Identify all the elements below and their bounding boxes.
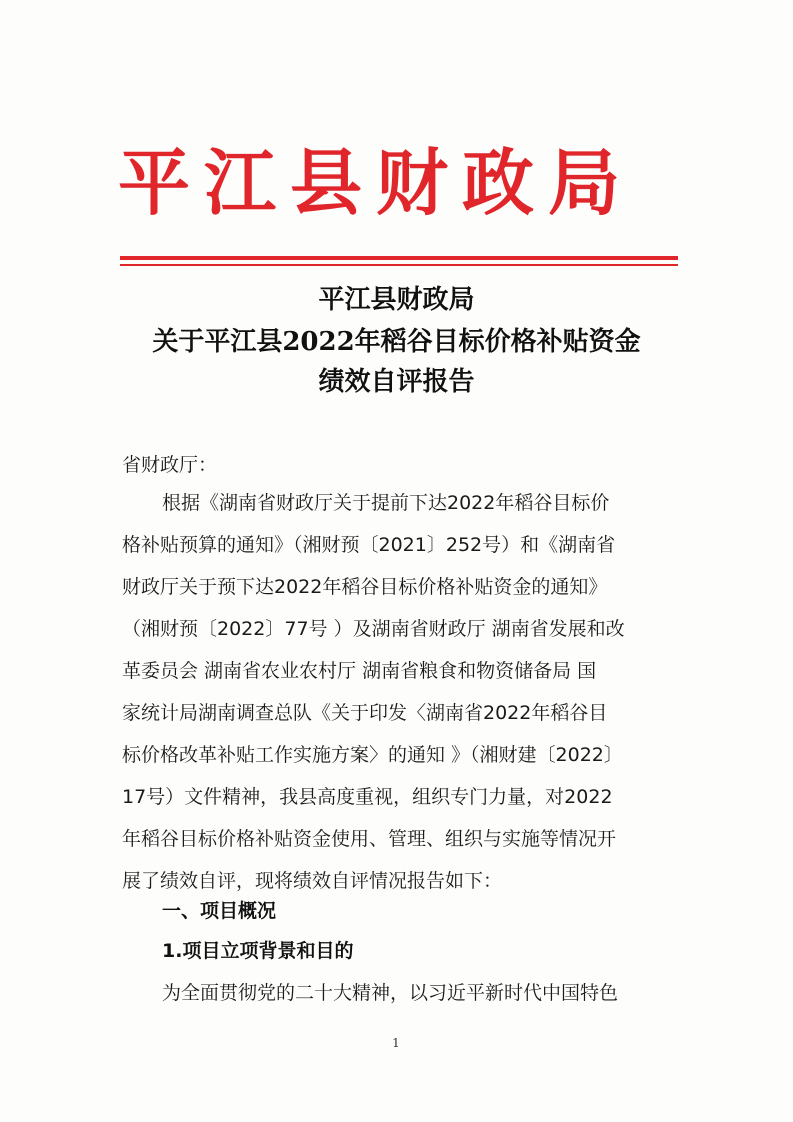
salutation: 省财政厅： (122, 454, 218, 476)
paragraph-1-line: （湘财预〔2022〕77号 ）及湖南省财政厅 湖南省发展和改 (122, 618, 625, 640)
paragraph-2-line: 为全面贯彻党的二十大精神，以习近平新时代中国特色 (162, 982, 619, 1004)
paragraph-1-line: 标价格改革补贴工作实施方案〉的通知 》（湘财建〔2022〕 (122, 744, 623, 766)
doc-title-line-3: 绩效自评报告 (318, 367, 475, 397)
page-number: 1 (392, 1036, 400, 1050)
paragraph-1-line: 根据《湖南省财政厅关于提前下达2022年稻谷目标价 (162, 492, 610, 514)
paragraph-1-line: 家统计局湖南调查总队《关于印发〈湖南省2022年稻谷目 (122, 702, 608, 724)
paragraph-1-line: 格补贴预算的通知》（湘财预〔2021〕252号）和《湖南省 (122, 534, 616, 556)
doc-title-line-1: 平江县财政局 (318, 285, 475, 315)
subsection-heading-1: 1.项目立项背景和目的 (162, 940, 354, 962)
letterhead-rule-thin (120, 264, 678, 266)
doc-title-line-2: 关于平江县2022年稻谷目标价格补贴资金 (152, 327, 641, 357)
paragraph-1-line: 革委员会 湖南省农业农村厅 湖南省粮食和物资储备局 国 (122, 660, 597, 682)
letterhead-org-name: 平江县财政局 (118, 140, 635, 225)
paragraph-1-line: 展了绩效自评，现将绩效自评情况报告如下： (122, 870, 503, 892)
section-heading-1: 一、项目概况 (162, 900, 277, 922)
paragraph-1-line: 年稻谷目标价格补贴资金使用、管理、组织与实施等情况开 (122, 828, 617, 850)
paragraph-1-line: 17号）文件精神，我县高度重视，组织专门力量，对2022 (122, 786, 613, 808)
paragraph-1-line: 财政厅关于预下达2022年稻谷目标价格补贴资金的通知》 (122, 576, 608, 598)
letterhead-rule-thick (120, 256, 678, 260)
